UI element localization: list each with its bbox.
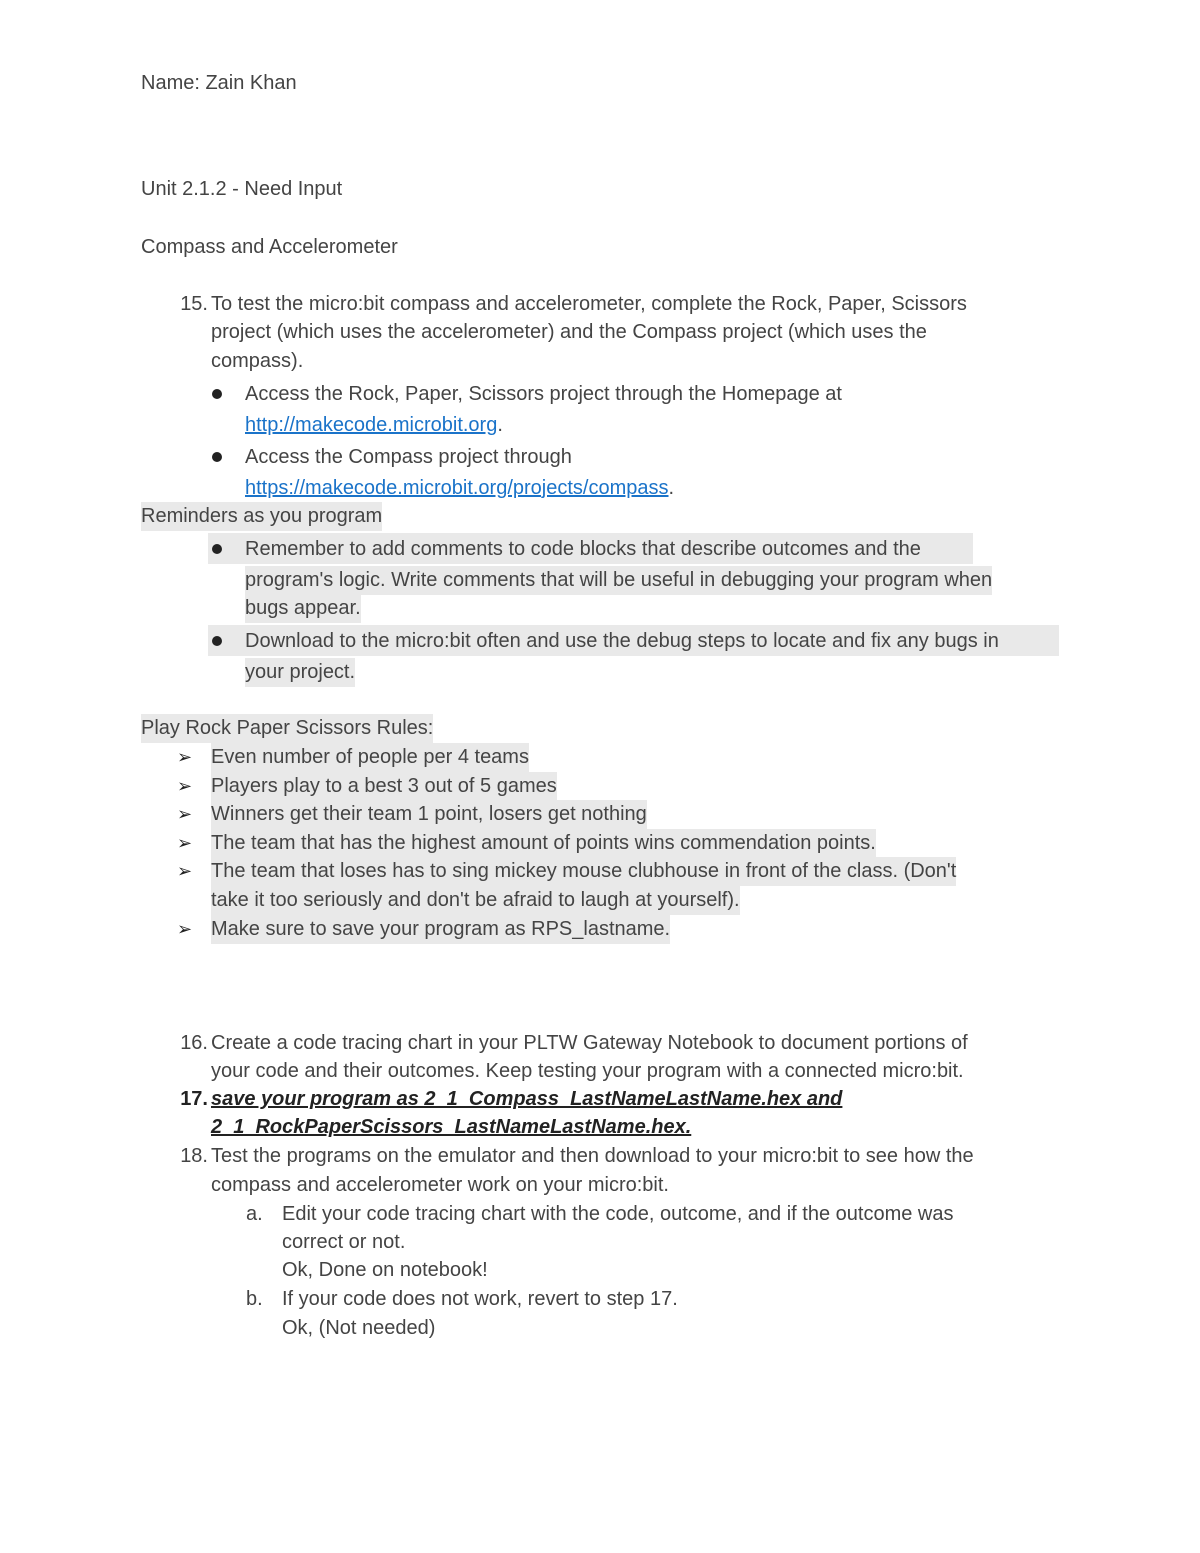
rule-item: Make sure to save your program as RPS_lastname.	[211, 915, 670, 944]
rule-item: Winners get their team 1 point, losers get nothing	[211, 800, 647, 829]
section-title: Compass and Accelerometer	[141, 236, 398, 258]
rule-item: Players play to a best 3 out of 5 games	[211, 772, 557, 801]
reminder-1-line-2: program's logic. Write comments that will be useful in debugging your program when	[245, 566, 992, 595]
arrow-bullet-icon: ➢	[177, 919, 193, 939]
step-18-line-1: Test the programs on the emulator and then download to your micro:bit to see how the	[211, 1145, 974, 1167]
rules-heading: Play Rock Paper Scissors Rules:	[141, 714, 433, 743]
sub-item-a-answer: Ok, Done on notebook!	[282, 1259, 488, 1281]
step-17-line-2: 2_1_RockPaperScissors_LastNameLastName.hex.	[211, 1116, 692, 1138]
sub-item-b-line-1: If your code does not work, revert to step 17.	[282, 1288, 678, 1310]
arrow-bullet-icon: ➢	[177, 804, 193, 824]
step-17-number: 17.	[180, 1088, 208, 1110]
rps-link-line: http://makecode.microbit.org.	[245, 414, 503, 436]
reminder-2-line-1: Download to the micro:bit often and use the debug steps to locate and fix any bugs in	[245, 630, 999, 652]
step-17-line-1: save your program as 2_1_Compass_LastNameLastName.hex and	[211, 1088, 843, 1110]
compass-link-line: https://makecode.microbit.org/projects/compass.	[245, 477, 675, 499]
step-15-number: 15.	[180, 293, 208, 315]
step-15-line-2: project (which uses the accelerometer) and the Compass project (which uses the	[211, 321, 927, 343]
step-15-line-3: compass).	[211, 350, 304, 372]
sub-item-b-label: b.	[246, 1288, 263, 1310]
rule-item-continued: take it too seriously and don't be afraid to laugh at yourself).	[211, 886, 740, 915]
arrow-bullet-icon: ➢	[177, 747, 193, 767]
sub-item-a-line-2: correct or not.	[282, 1231, 406, 1253]
compass-project-link[interactable]: https://makecode.microbit.org/projects/compass	[245, 477, 669, 499]
step-18-line-2: compass and accelerometer work on your micro:bit.	[211, 1174, 669, 1196]
rule-item: Even number of people per 4 teams	[211, 743, 529, 772]
bullet-icon	[212, 452, 222, 462]
makecode-home-link[interactable]: http://makecode.microbit.org	[245, 414, 498, 436]
rule-item: The team that has the highest amount of points wins commendation points.	[211, 829, 876, 858]
step-16-line-2: your code and their outcomes. Keep testing your program with a connected micro:bit.	[211, 1060, 964, 1082]
step-16-line-1: Create a code tracing chart in your PLTW Gateway Notebook to document portions of	[211, 1032, 968, 1054]
step-15-line-1: To test the micro:bit compass and accelerometer, complete the Rock, Paper, Scissors	[211, 293, 967, 315]
bullet-icon	[212, 636, 222, 646]
sub-item-a-line-1: Edit your code tracing chart with the code, outcome, and if the outcome was	[282, 1203, 954, 1225]
compass-access-text: Access the Compass project through	[245, 446, 572, 468]
arrow-bullet-icon: ➢	[177, 776, 193, 796]
reminder-1-line-1: Remember to add comments to code blocks that describe outcomes and the	[245, 538, 921, 560]
rule-item: The team that loses has to sing mickey mouse clubhouse in front of the class. (Don't	[211, 857, 956, 886]
step-18-number: 18.	[180, 1145, 208, 1167]
arrow-bullet-icon: ➢	[177, 833, 193, 853]
reminder-2-line-2: your project.	[245, 658, 355, 687]
step-16-number: 16.	[180, 1032, 208, 1054]
sub-item-a-label: a.	[246, 1203, 263, 1225]
reminder-1-line-3: bugs appear.	[245, 594, 361, 623]
bullet-icon	[212, 544, 222, 554]
arrow-bullet-icon: ➢	[177, 861, 193, 881]
bullet-icon	[212, 389, 222, 399]
sub-item-b-answer: Ok, (Not needed)	[282, 1317, 436, 1339]
reminders-heading: Reminders as you program	[141, 502, 382, 531]
rps-access-text: Access the Rock, Paper, Scissors project through the Homepage at	[245, 383, 842, 405]
name-line: Name: Zain Khan	[141, 72, 297, 94]
unit-title: Unit 2.1.2 - Need Input	[141, 178, 343, 200]
